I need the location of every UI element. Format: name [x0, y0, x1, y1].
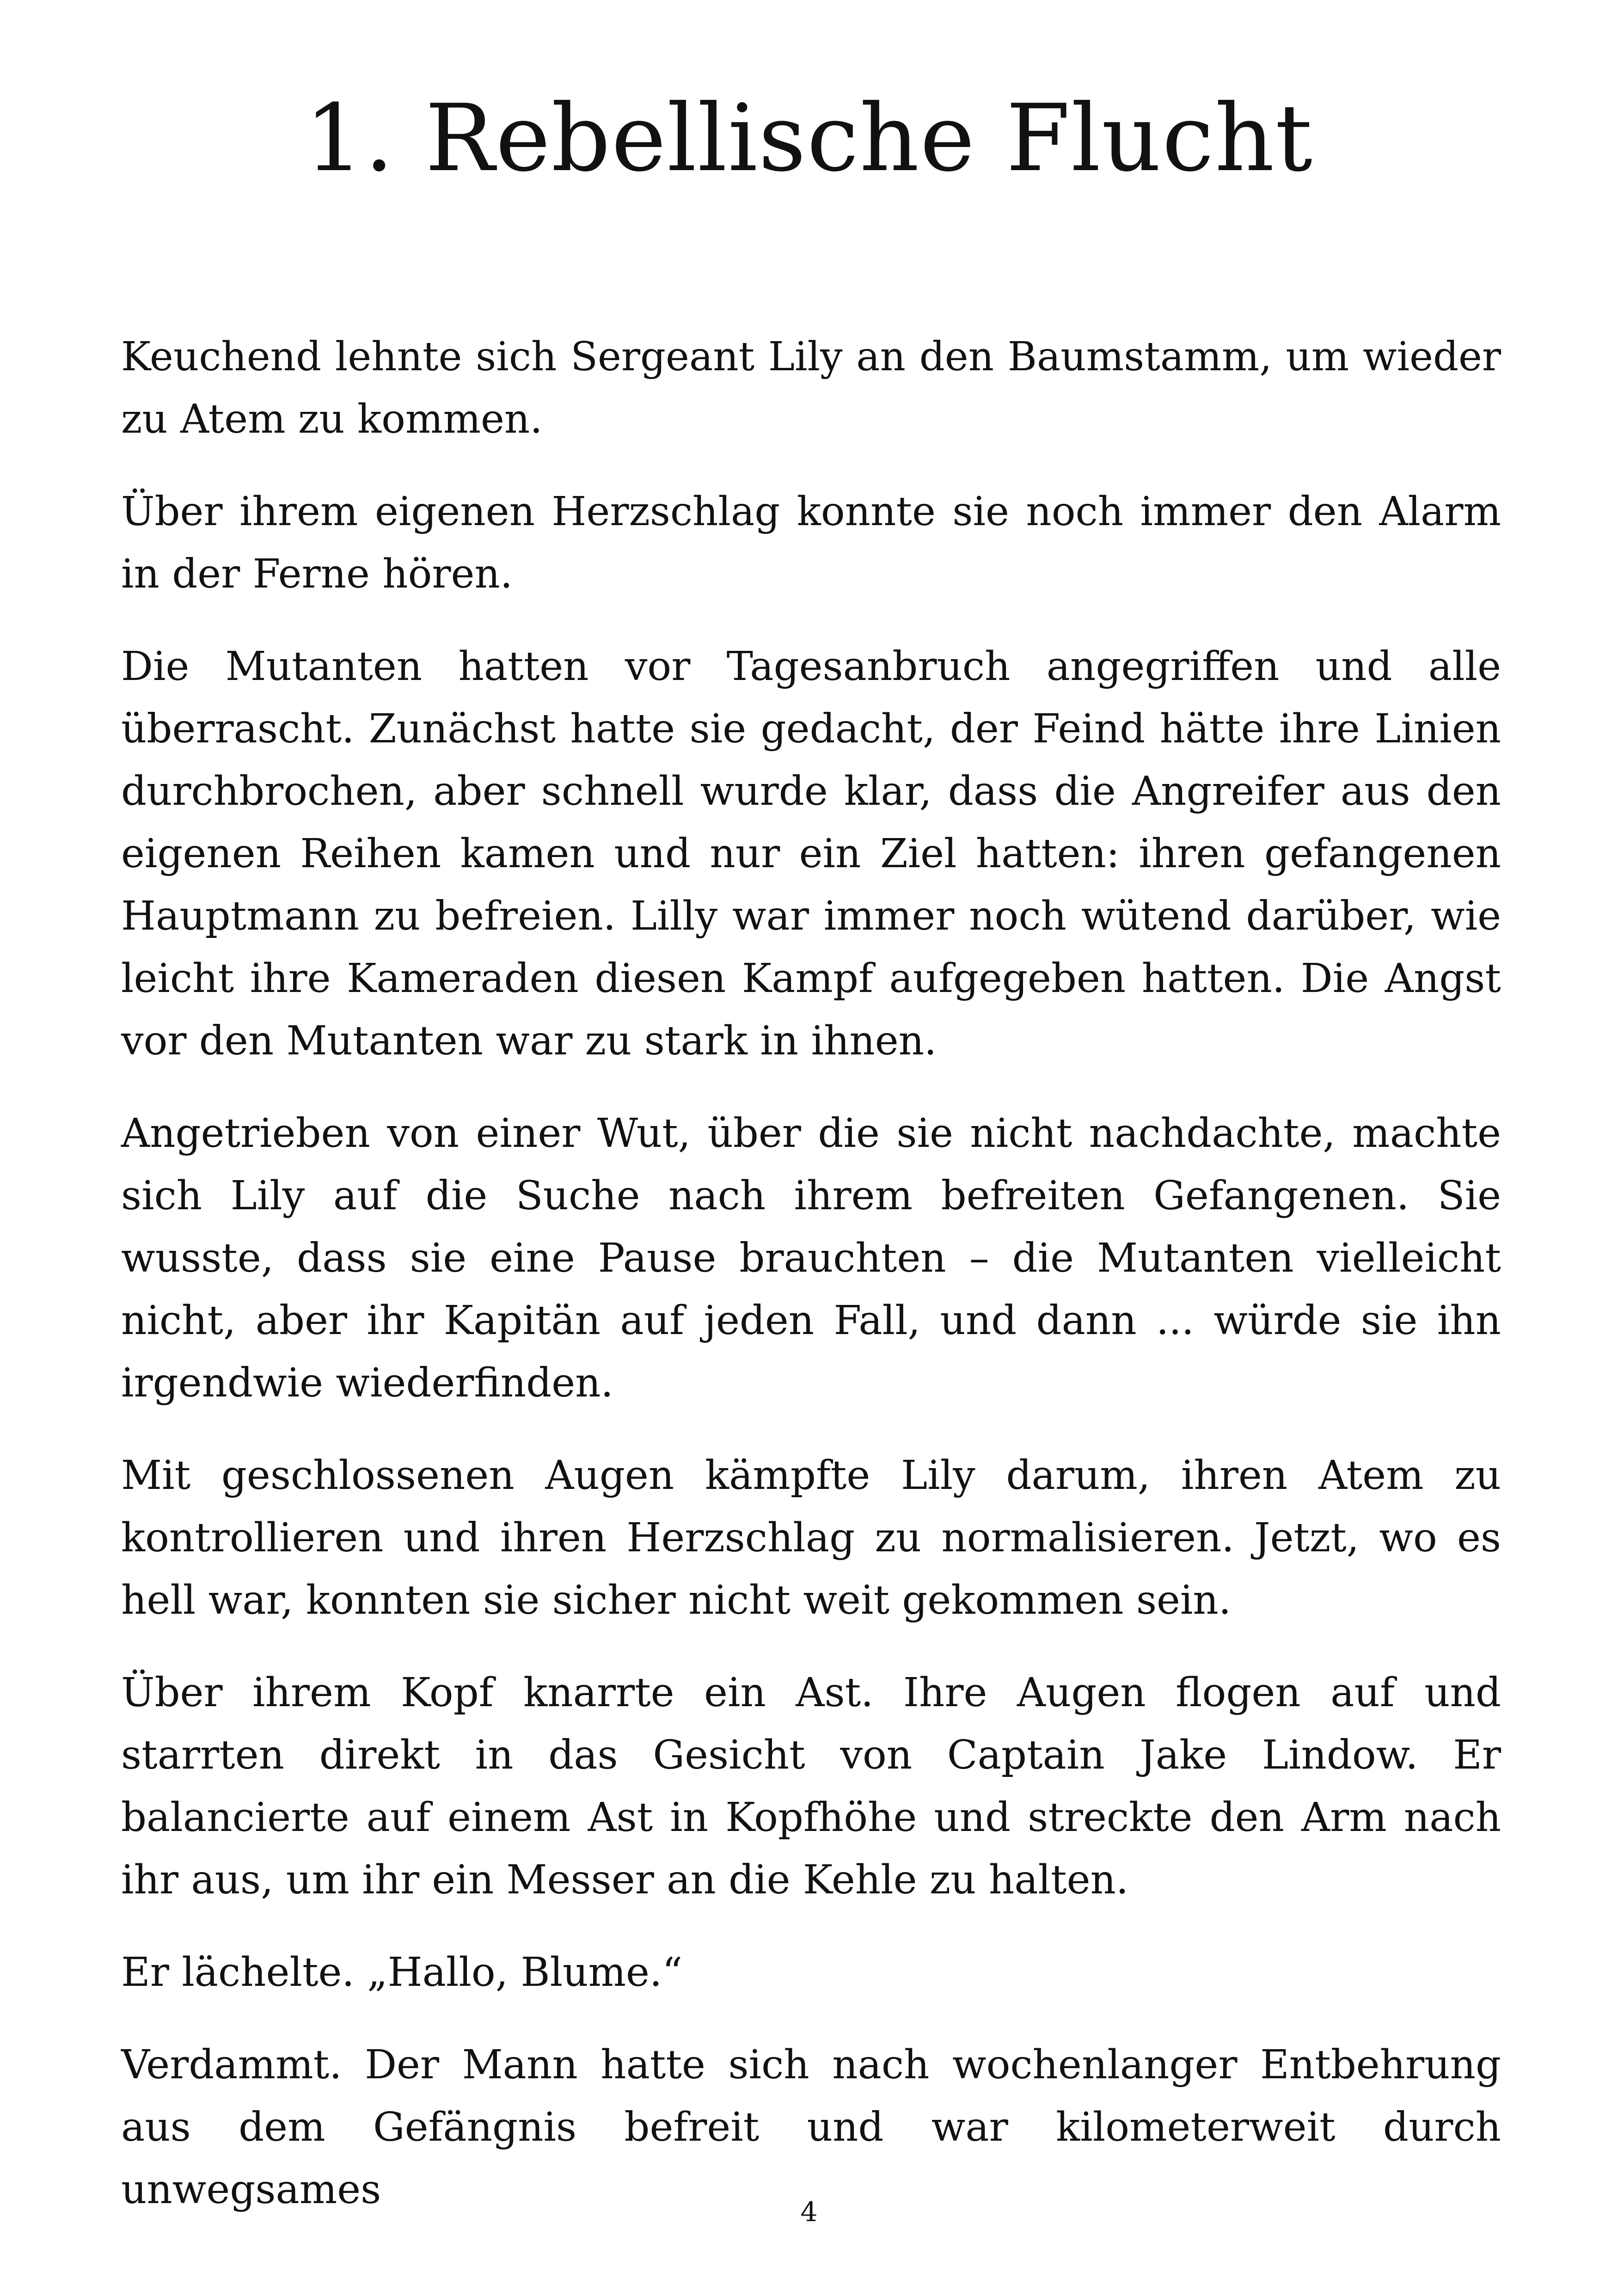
chapter-title: 1. Rebellische Flucht: [305, 85, 1313, 192]
paragraph: Er lächelte. „Hallo, Blume.“: [121, 1949, 683, 1996]
paragraph: Über ihrem Kopf knarrte ein Ast. Ihre Augen flogen auf und starrten direkt in das Gesicht von Captain Jake Lindow. Er balancierte auf einem Ast in Kopfhöhe und streckte den Arm nach ihr aus, um ihr ein Messer an die Kehle zu halten.: [121, 1670, 1501, 1903]
paragraph: Verdammt. Der Mann hatte sich nach wochenlanger Entbehrung aus dem Gefängnis befreit und war kilometerweit durch unwegsames: [121, 2042, 1501, 2213]
paragraph: Über ihrem eigenen Herzschlag konnte sie noch immer den Alarm in der Ferne hören.: [121, 489, 1501, 597]
page-number: 4: [800, 2196, 818, 2228]
paragraph: Mit geschlossenen Augen kämpfte Lily darum, ihren Atem zu kontrollieren und ihren Herzschlag zu normalisieren. Jetzt, wo es hell war, konnten sie sicher nicht weit gekommen sein.: [121, 1452, 1501, 1623]
paragraph: Keuchend lehnte sich Sergeant Lily an den Baumstamm, um wieder zu Atem zu kommen.: [121, 334, 1501, 442]
chapter-body: [121, 326, 1501, 2251]
paragraph: Angetrieben von einer Wut, über die sie nicht nachdachte, machte sich Lily auf die Suche nach ihrem befreiten Gefangenen. Sie wusste, dass sie eine Pause brauchten – die Mutanten vielleicht nicht, aber ihr Kapitän auf jeden Fall, und dann ... würde sie ihn irgendwie wiederfinden.: [121, 1110, 1501, 1406]
paragraph: Die Mutanten hatten vor Tagesanbruch angegriffen und alle überrascht. Zunächst hatte sie gedacht, der Feind hätte ihre Linien durchbrochen, aber schnell wurde klar, dass die Angreifer aus den eigenen Reihen kamen und nur ein Ziel hatten: ihren gefangenen Hauptmann zu befreien. Lilly war immer noch wütend darüber, wie leicht ihre Kameraden diesen Kampf aufgegeben hatten. Die Angst vor den Mutanten war zu stark in ihnen.: [121, 643, 1501, 1064]
